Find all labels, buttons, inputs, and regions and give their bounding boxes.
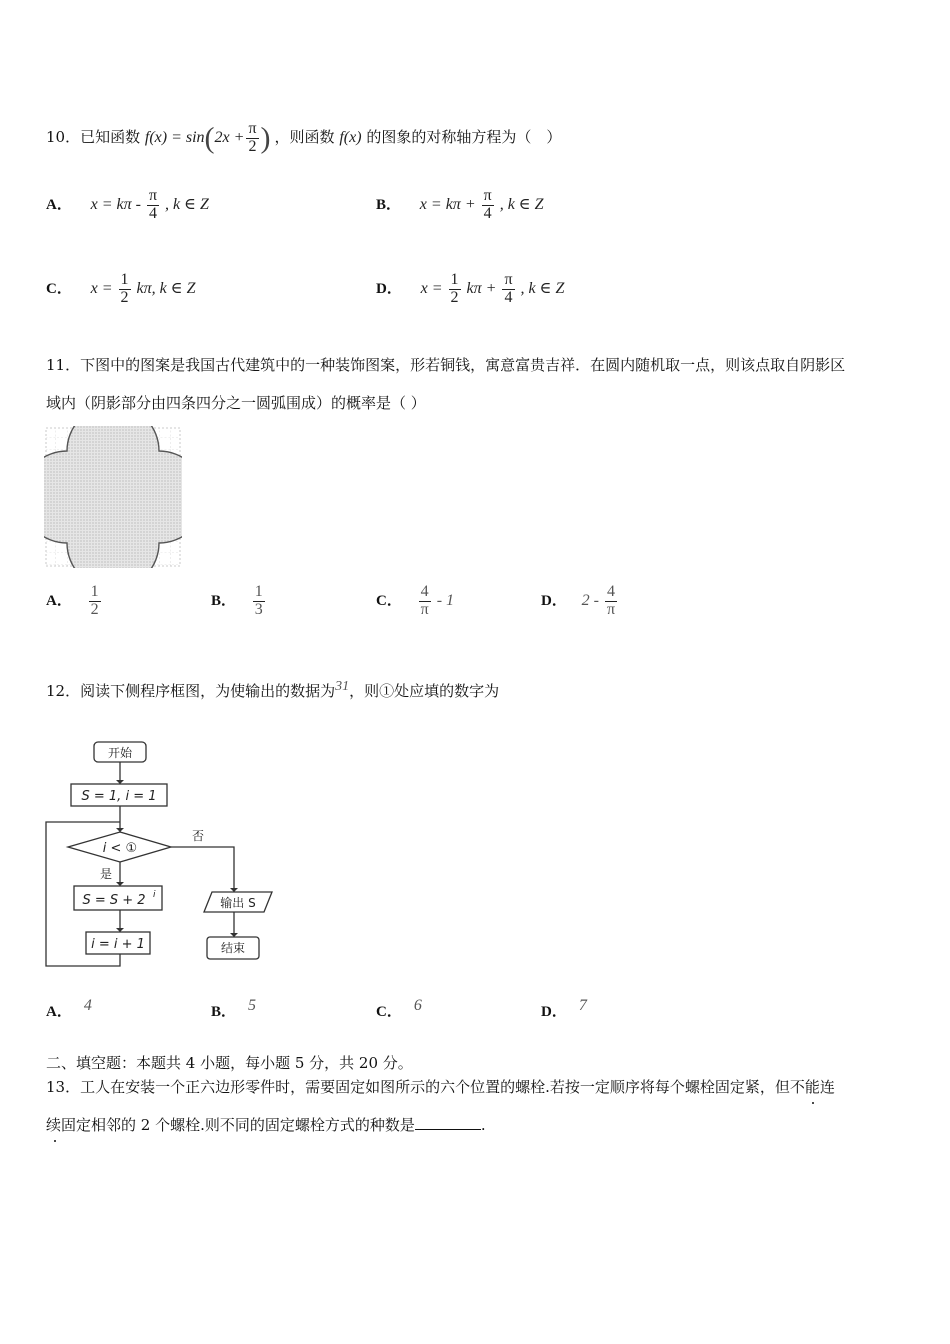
option-lhs: x = kπ +: [419, 195, 476, 213]
option-lhs: x = kπ -: [90, 195, 141, 213]
q13-emphasis: 续: [46, 1116, 62, 1134]
option-label: B．: [376, 196, 402, 213]
option-mid: kπ +: [466, 279, 497, 297]
option-value: 4: [83, 997, 92, 1014]
option-rhs: , k ∈ Z: [499, 195, 544, 213]
option-label: B．: [211, 592, 237, 609]
frac-den: 2: [450, 288, 459, 306]
q11-line1: 11．下图中的图案是我国古代建筑中的一种装饰图案，形若铜钱，寓意富贵吉祥．在圆内随机取一点，则该点取自阴影区: [46, 356, 846, 374]
q10-fx: f(x): [339, 129, 362, 146]
flow-body-exponent: i: [153, 890, 156, 900]
option-label: A．: [46, 1004, 72, 1020]
option-after: - 1: [436, 591, 455, 609]
option-value: 6: [413, 997, 422, 1014]
frac-den: π: [606, 600, 616, 618]
q11-option-a[interactable]: [46, 584, 103, 619]
q13-end: .: [480, 1116, 486, 1134]
flow-inc-text: i = i + 1: [91, 937, 145, 952]
option-value: 5: [248, 997, 257, 1014]
frac-den: π: [420, 600, 429, 618]
option-rhs: kπ, k ∈ Z: [136, 279, 196, 297]
flowchart: [40, 736, 280, 972]
frac-den: 2: [90, 600, 99, 618]
frac-num: 1: [254, 583, 263, 600]
q12-option-d[interactable]: [541, 997, 587, 1021]
q12-option-a[interactable]: [46, 997, 92, 1021]
option-label: C．: [376, 592, 402, 609]
q12-output-value: 31: [335, 679, 350, 694]
q10-prefix: 10．已知函数: [46, 128, 141, 146]
q11-option-b[interactable]: [211, 584, 267, 619]
option-label: C．: [376, 1004, 402, 1020]
q13-emphasis: 不能连: [789, 1078, 835, 1096]
frac-num: 4: [420, 583, 429, 600]
flow-yes-label: 是: [100, 867, 113, 881]
flow-no-label: 否: [192, 829, 205, 843]
frac-num: π: [483, 187, 492, 204]
coin-pattern-figure: [44, 426, 182, 568]
q11-option-c[interactable]: [376, 584, 454, 619]
option-value: 7: [578, 997, 587, 1014]
option-label: A．: [46, 592, 72, 609]
q11-option-d[interactable]: [541, 584, 619, 619]
flow-output-text: 输出 S: [220, 896, 256, 910]
option-label: B．: [211, 1004, 237, 1020]
frac-den: 4: [502, 289, 514, 307]
q12-suffix: ，则①处应填的数字为: [349, 682, 500, 700]
q10-option-b[interactable]: [376, 188, 544, 223]
frac-num: 1: [450, 271, 459, 288]
flow-body-text: S = S + 2: [82, 893, 146, 908]
q13-line1: [46, 1076, 835, 1097]
q10-option-d[interactable]: [376, 272, 564, 307]
q10-option-a[interactable]: [46, 188, 209, 223]
option-label: C．: [46, 280, 72, 297]
q10-middle: ，则函数: [274, 128, 335, 146]
option-rhs: , k ∈ Z: [520, 279, 565, 297]
frac-den: 3: [254, 600, 263, 618]
option-lhs: x =: [90, 279, 113, 297]
flow-cond-text: i < ①: [102, 841, 138, 856]
q13-line2: [46, 1114, 486, 1135]
q10-stem: [46, 112, 561, 162]
frac-den: 4: [482, 205, 494, 223]
flow-start-text: 开始: [107, 746, 133, 760]
q12-option-c[interactable]: [376, 997, 422, 1021]
q12-stem: [46, 680, 499, 701]
option-label: A．: [46, 196, 72, 213]
q10-suffix: 的图象的对称轴方程为（ ）: [366, 128, 562, 146]
section2-heading: 二、填空题：本题共 4 小题，每小题 5 分，共 20 分。: [46, 1054, 413, 1072]
option-lhs: x =: [420, 279, 443, 297]
q12-option-b[interactable]: [211, 997, 257, 1021]
option-label: D．: [541, 592, 567, 609]
frac-num: 4: [606, 583, 615, 600]
answer-blank[interactable]: [415, 1117, 481, 1130]
q11-line2: 域内（阴影部分由四条四分之一圆弧围成）的概率是（ ）: [46, 394, 426, 412]
option-before: 2 -: [581, 591, 599, 609]
frac-den: 2: [120, 288, 129, 306]
frac-num: π: [504, 271, 513, 288]
q13-text: 固定相邻的 2 个螺栓.则不同的固定螺栓方式的种数是: [61, 1116, 415, 1134]
frac-num: 1: [90, 583, 99, 600]
flow-end-text: 结束: [220, 941, 246, 955]
frac-num: π: [148, 187, 158, 204]
frac-num: 1: [120, 271, 129, 288]
q10-option-c[interactable]: [46, 272, 196, 307]
option-rhs: , k ∈ Z: [165, 195, 209, 213]
flow-init-text: S = 1, i = 1: [81, 789, 157, 804]
option-label: D．: [541, 1004, 567, 1020]
q13-text: 13．工人在安装一个正六边形零件时，需要固定如图所示的六个位置的螺栓.若按一定顺序将每个螺栓固定紧，但: [46, 1078, 790, 1096]
q10-function-formula: f(x) = sin(2x + $\frac{\pi}{2}$ ): [144, 120, 271, 155]
frac-den: 4: [147, 205, 159, 223]
q12-prefix: 12．阅读下侧程序框图，为使输出的数据为: [46, 682, 336, 700]
option-label: D．: [376, 280, 402, 297]
